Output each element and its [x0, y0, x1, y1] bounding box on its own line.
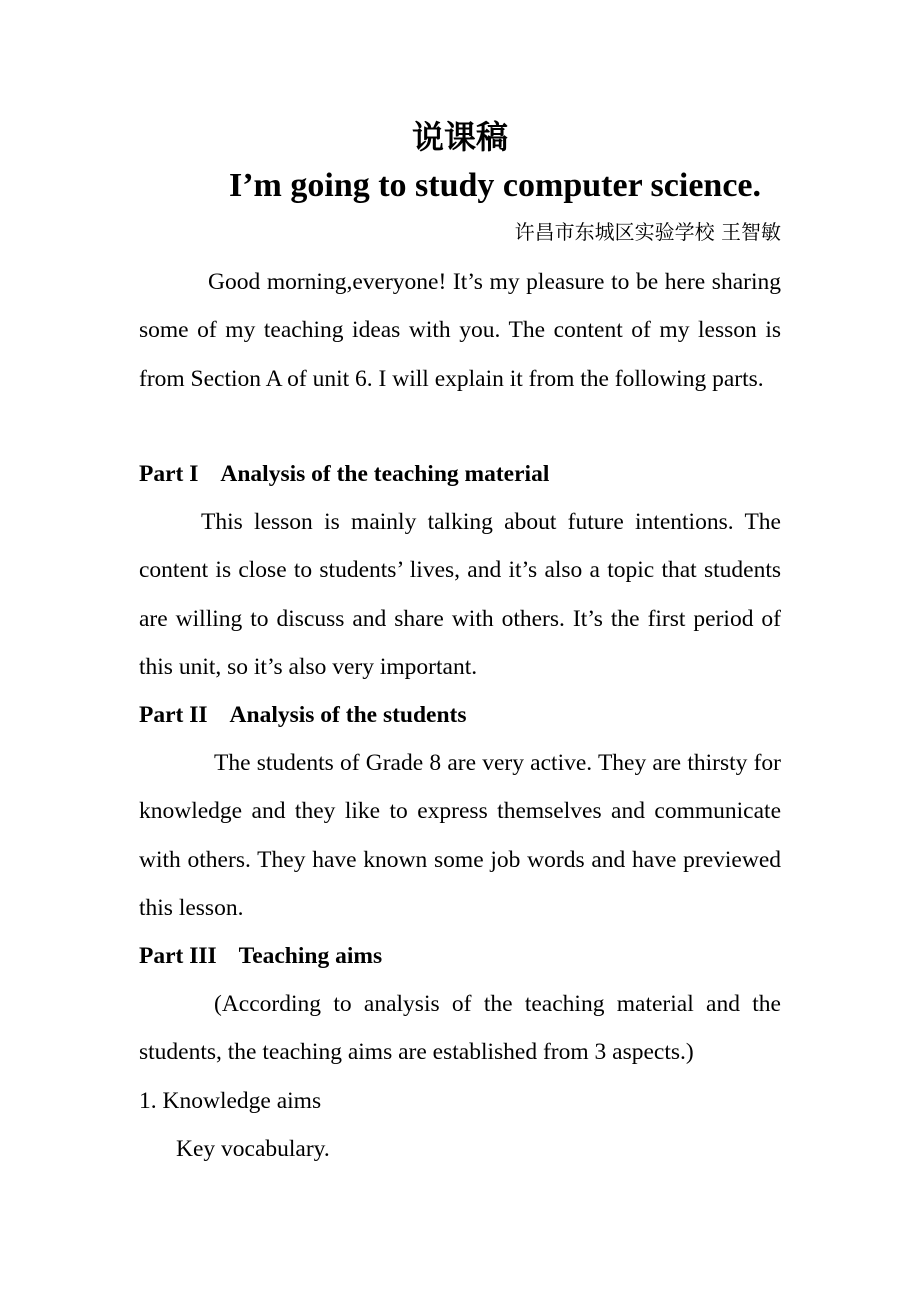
part2-label: Part II	[139, 702, 208, 728]
part1-title: Analysis of the teaching material	[220, 461, 550, 487]
part1-paragraph: This lesson is mainly talking about future intentions. The content is close to students’ lives, and it’s also a topic that students are willing to discuss and share with others. It’s the first period of this unit, so it’s also very important.	[139, 509, 781, 680]
intro-paragraph: Good morning,everyone! It’s my pleasure to be here sharing some of my teaching ideas with you. The content of my lesson is from Section A of unit 6. I will explain it from the following parts.	[139, 269, 781, 392]
document-title-english: I’m going to study computer science.	[229, 167, 761, 204]
document-title-chinese: 说课稿	[411, 118, 508, 156]
part2-heading	[139, 691, 467, 739]
part2-title: Analysis of the students	[229, 702, 467, 728]
part3-label: Part III	[139, 943, 217, 969]
part3-title: Teaching aims	[238, 943, 383, 969]
part1-heading	[139, 450, 549, 498]
part3-paragraph: (According to analysis of the teaching material and the students, the teaching aims are established from 3 aspects.)	[139, 991, 781, 1066]
knowledge-aims-item: 1. Knowledge aims	[139, 1088, 322, 1114]
author-line: 许昌市东城区实验学校 王智敏	[514, 220, 781, 244]
part2-paragraph: The students of Grade 8 are very active. They are thirsty for knowledge and they like to express themselves and communicate with others. They have known some job words and have previewed this lesson.	[139, 750, 781, 921]
part3-heading	[139, 932, 382, 980]
key-vocabulary-line: Key vocabulary.	[176, 1136, 330, 1162]
part1-label: Part I	[139, 461, 199, 487]
